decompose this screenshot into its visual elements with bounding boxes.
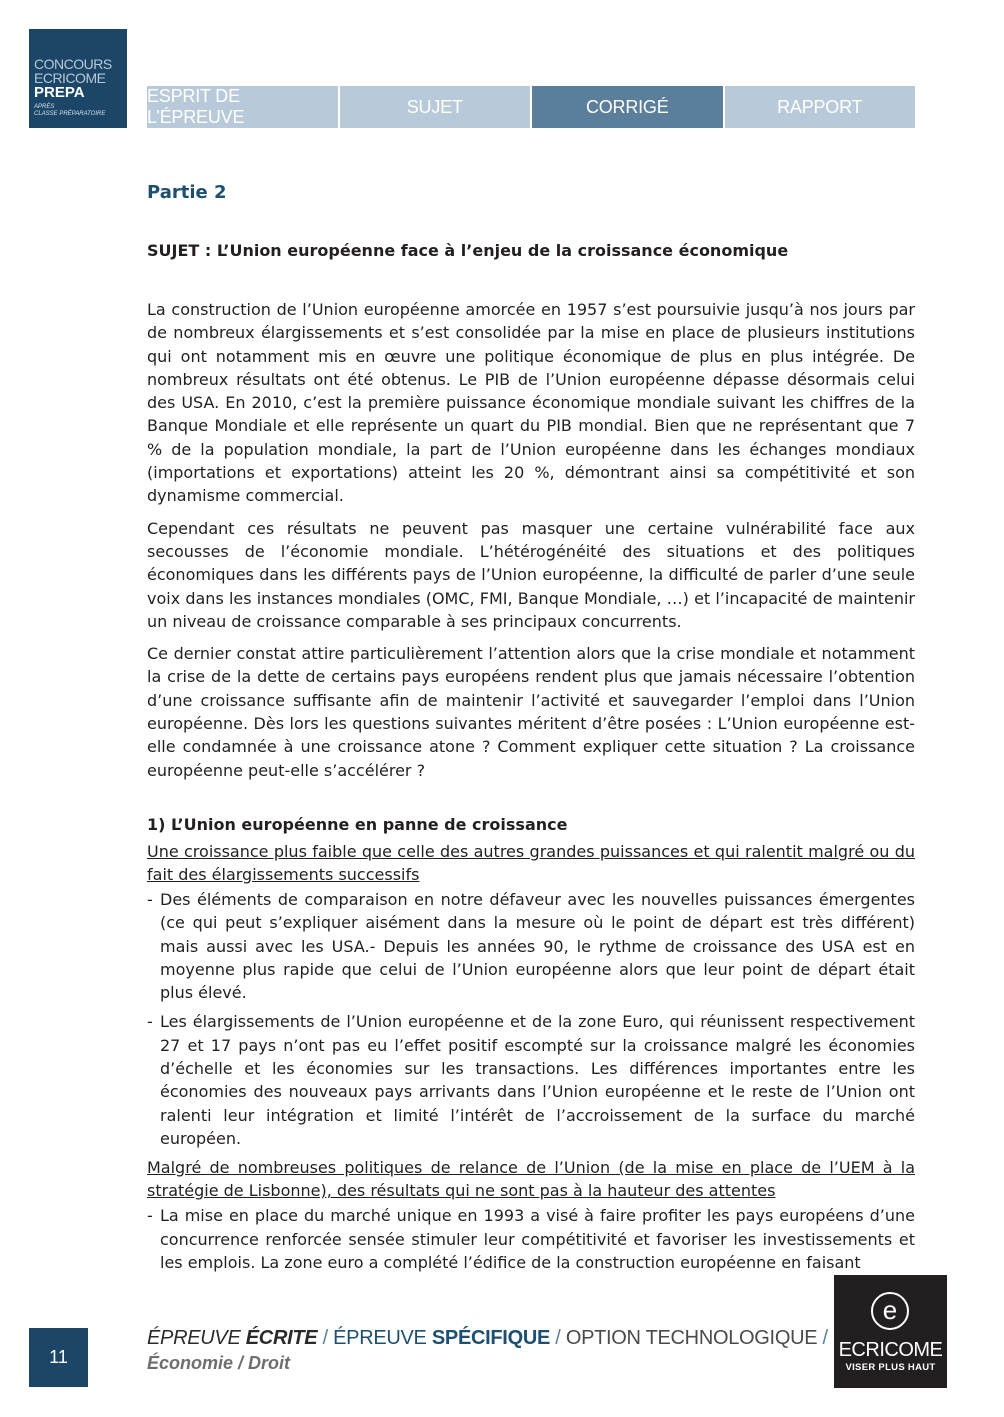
logo-line-concours: CONCOURS (34, 56, 112, 72)
document-content (147, 180, 915, 1280)
concours-ecricome-prepa-logo (29, 29, 127, 128)
footer-separator: / (555, 1327, 561, 1349)
footer-separator: / (322, 1327, 328, 1349)
tab-rapport[interactable]: RAPPORT (725, 86, 916, 128)
footer-exam-info (147, 1325, 828, 1375)
tab-corrige[interactable]: CORRIGÉ (532, 86, 723, 128)
subsection-title: Une croissance plus faible que celle des autres grandes puissances et qui ralentit malgré ou du fait des élargissements successifs (147, 841, 915, 884)
tab-sujet[interactable]: SUJET (340, 86, 531, 128)
footer-epreuve-2: ÉPREUVE (333, 1327, 427, 1349)
ecricome-logo (834, 1275, 947, 1388)
page-number: 11 (29, 1328, 88, 1387)
intro-paragraph: Ce dernier constat attire particulièrement l’attention alors que la crise mondiale et notamment la crise de la dette de certains pays européens rendent plus que jamais nécessaire l’obtention d’une croissance suffisante afin de maintenir l’activité et sauvegarder l’emploi dans l’Union européenne. Dès lors les questions suivantes méritent d’être posées : L’Union européenne est-elle condamnée à une croissance atone ? Comment expliquer cette situation ? La croissance européenne peut-elle s’accélérer ? (147, 644, 915, 780)
subsection-1-bullets (147, 888, 915, 1150)
footer-ecrite: ÉCRITE (245, 1327, 318, 1349)
subsection-2-bullets (147, 1204, 915, 1274)
ecricome-logo-tagline: VISER PLUS HAUT (845, 1362, 936, 1373)
bullet-item: - La mise en place du marché unique en 1993 a visé à faire profiter les pays européens d’une concurrence renforcée sensée stimuler leur compétitivité et favoriser les investissements et les emplois. La zone euro a complété l’édifice de la construction européenne en faisant (147, 1204, 915, 1274)
bullet-item: - Les élargissements de l’Union européenne et de la zone Euro, qui réunissent respectivement 27 et 17 pays n’ont pas eu l’effet positif escompté sur la croissance malgré les économies d’échelle et les économies sur les transactions. Les différences importantes entre les économies des nouveaux pays arrivants dans l’Union européenne et le reste de l’Union ont ralenti leur intégration et limité l’intérêt de l’accroissement de la surface du marché européen. (147, 1010, 915, 1150)
logo-line-apres: APRÈS (34, 104, 55, 110)
footer-subject: Économie / Droit (147, 1353, 291, 1373)
ecricome-logo-name: ECRICOME (838, 1339, 943, 1361)
footer-specifique: SPÉCIFIQUE (431, 1327, 551, 1349)
subsection-title: Malgré de nombreuses politiques de relance de l’Union (de la mise en place de l’UEM à la stratégie de Lisbonne), des résultats qui ne sont pas à la hauteur des attentes (147, 1158, 915, 1201)
section-tabs (147, 86, 915, 128)
subject-heading: SUJET : L’Union européenne face à l’enjeu de la croissance économique (147, 241, 789, 260)
tab-esprit-epreuve[interactable]: ESPRIT DE L’ÉPREUVE (147, 86, 338, 128)
logo-line-ecricome: ECRICOME (34, 70, 106, 86)
footer-epreuve: ÉPREUVE (147, 1327, 241, 1349)
intro-paragraph: La construction de l’Union européenne amorcée en 1957 s’est poursuivie jusqu’à nos jours par de nombreux élargissements et s’est consolidée par la mise en place de plusieurs institutions qui ont notamment mis en œuvre une politique économique de plus en plus intégrée. De nombreux résultats ont été obtenus. Le PIB de l’Union européenne dépasse désormais celui des USA. En 2010, c’est la première puissance économique mondiale suivant les chiffres de la Banque Mondiale et elle représente un quart du PIB mondial. Bien que ne représentant que 7 % de la population mondiale, la part de l’Union européenne dans les échanges mondiaux (importations et exportations) atteint les 20 %, démontrant ainsi sa compétitivité et son dynamisme commercial. (147, 300, 915, 506)
footer-separator: / (822, 1327, 828, 1349)
ecricome-e-icon: e (871, 1292, 909, 1330)
section-1-title: 1) L’Union européenne en panne de croissance (147, 814, 568, 834)
logo-line-classe: CLASSE PRÉPARATOIRE (34, 111, 106, 117)
footer-exam-line (147, 1325, 828, 1351)
intro-paragraph: Cependant ces résultats ne peuvent pas masquer une certaine vulnérabilité face aux secousses de l’économie mondiale. L’hétérogénéité des situations et des politiques économiques dans les différents pays de l’Union européenne, la difficulté de parler d’une seule voix dans les instances mondiales (OMC, FMI, Banque Mondiale, …) et l’incapacité de maintenir un niveau de croissance comparable à ses principaux concurrents. (147, 518, 915, 631)
bullet-item: - Des éléments de comparaison en notre défaveur avec les nouvelles puissances émergentes (ce qui peut s’expliquer aisément dans la mesure où le point de départ est très différent) mais aussi avec les USA.- Depuis les années 90, le rythme de croissance des USA est en moyenne plus rapide que celui de l’Union européenne alors que leur point de départ était plus élevé. (147, 888, 915, 1004)
logo-line-prepa: PREPA (34, 84, 85, 101)
footer-option: OPTION TECHNOLOGIQUE (565, 1327, 818, 1349)
part-title: Partie 2 (147, 182, 227, 203)
